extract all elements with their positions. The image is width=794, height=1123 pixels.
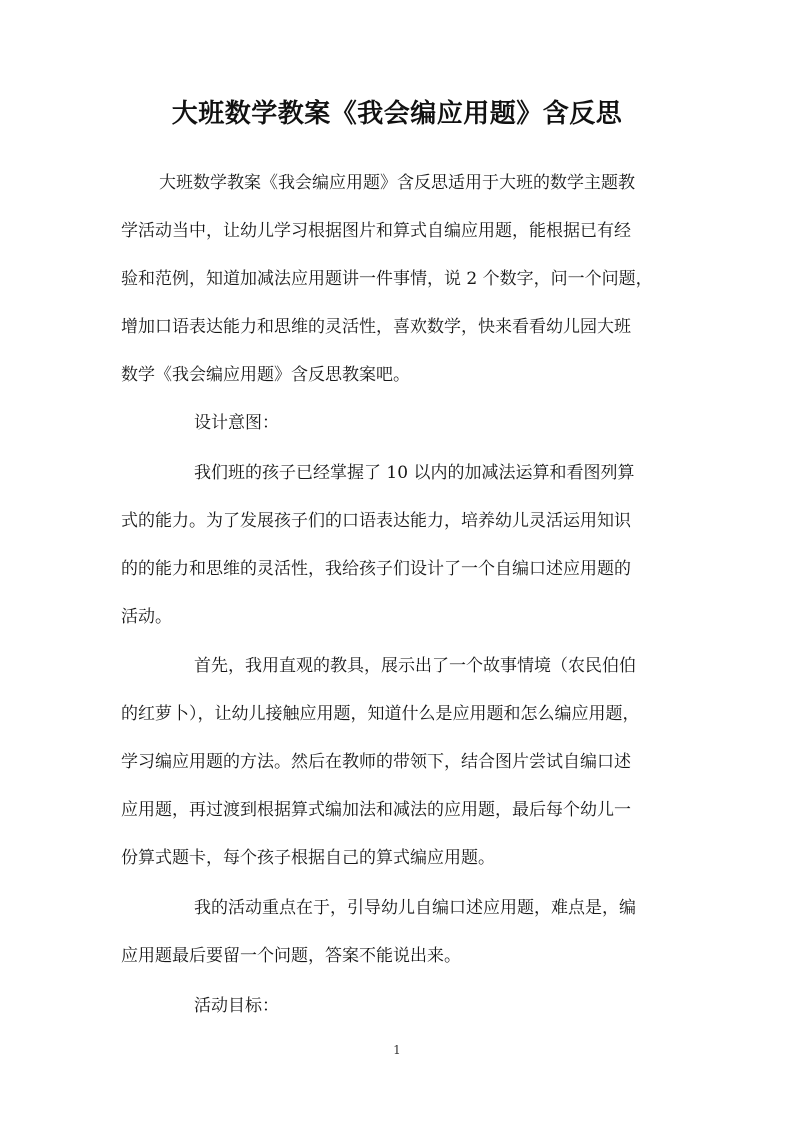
- paragraph-line: 应用题最后要留一个问题，答案不能说出来。: [121, 946, 461, 966]
- paragraph-line: 活动。: [121, 607, 172, 627]
- paragraph-line: 学习编应用题的方法。然后在教师的带领下，结合图片尝试自编口述: [121, 752, 631, 772]
- document-title: 大班数学教案《我会编应用题》含反思: [171, 99, 623, 129]
- section-heading: 设计意图：: [194, 413, 279, 433]
- paragraph-line: 大班数学教案《我会编应用题》含反思适用于大班的数学主题教: [159, 173, 635, 193]
- paragraph-line: 应用题，再过渡到根据算式编加法和减法的应用题，最后每个幼儿一: [121, 800, 631, 820]
- paragraph-line: 验和范例，知道加减法应用题讲一件事情，说 2 个数字，问一个问题，: [121, 269, 653, 289]
- section-heading: 活动目标：: [194, 996, 279, 1016]
- paragraph-line: 的红萝卜），让幼儿接触应用题，知道什么是应用题和怎么编应用题，: [121, 704, 640, 724]
- paragraph-line: 份算式题卡，每个孩子根据自己的算式编应用题。: [121, 848, 495, 868]
- page-number: 1: [393, 1043, 401, 1057]
- paragraph-line: 式的能力。为了发展孩子们的口语表达能力，培养幼儿灵活运用知识: [121, 511, 631, 531]
- paragraph-line: 学活动当中，让幼儿学习根据图片和算式自编应用题，能根据已有经: [121, 221, 631, 241]
- paragraph-line: 数学《我会编应用题》含反思教案吧。: [121, 365, 410, 385]
- paragraph-line: 增加口语表达能力和思维的灵活性，喜欢数学，快来看看幼儿园大班: [121, 317, 631, 337]
- paragraph-line: 首先，我用直观的教具，展示出了一个故事情境（农民伯伯: [194, 656, 636, 676]
- paragraph-line: 的的能力和思维的灵活性，我给孩子们设计了一个自编口述应用题的: [121, 559, 631, 579]
- paragraph-line: 我们班的孩子已经掌握了 10 以内的加减法运算和看图列算: [194, 463, 635, 483]
- paragraph-line: 我的活动重点在于，引导幼儿自编口述应用题，难点是，编: [194, 898, 636, 918]
